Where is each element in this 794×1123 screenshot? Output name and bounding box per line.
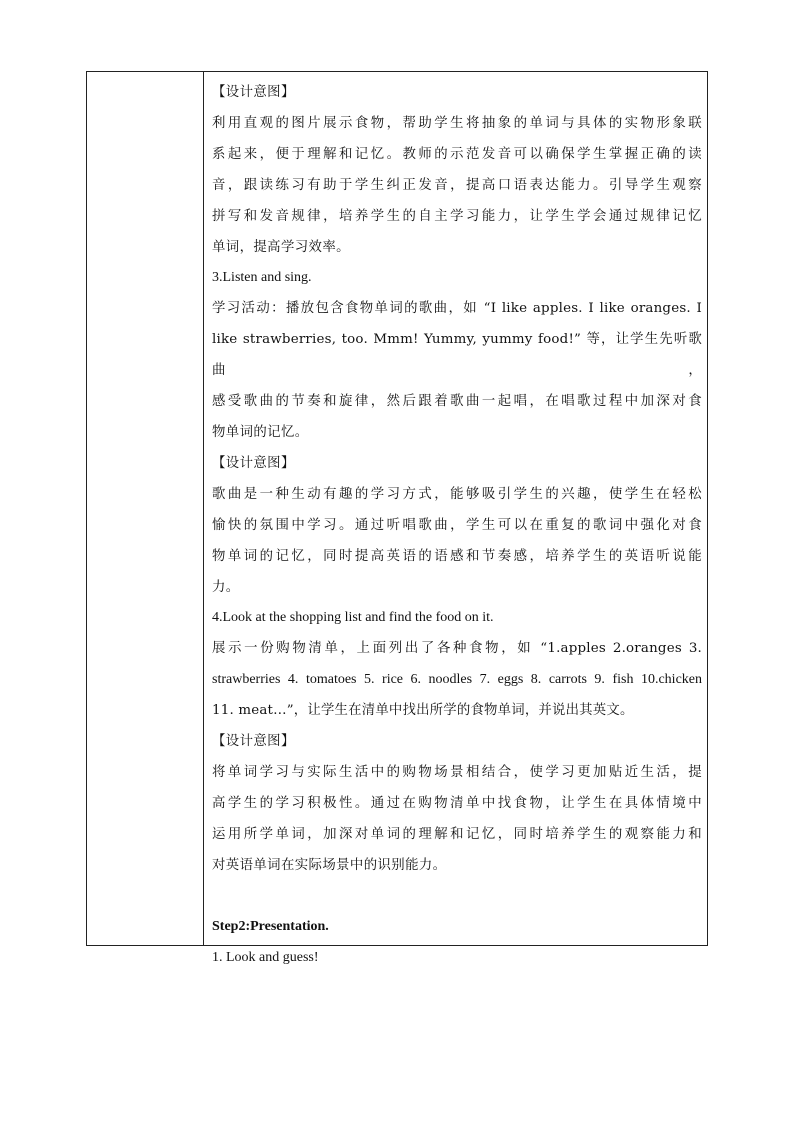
paragraph-line: 将单词学习与实际生活中的购物场景相结合，使学习更加贴近生活，提 <box>212 764 702 780</box>
design-intent-heading: 【设计意图】 <box>212 455 295 471</box>
paragraph-line: 运用所学单词，加深对单词的理解和记忆，同时培养学生的观察能力和 <box>212 826 702 842</box>
step-heading: Step2:Presentation. <box>212 919 329 935</box>
paragraph-line: strawberries 4. tomatoes 5. rice 6. noodles 7. eggs 8. carrots 9. fish 10.chicken <box>212 672 702 688</box>
paragraph-line: 愉快的氛围中学习。通过听唱歌曲，学生可以在重复的歌词中强化对食 <box>212 517 702 533</box>
paragraph-line: like strawberries, too. Mmm! Yummy, yummy food!” 等，让学生先听歌曲， <box>212 332 702 379</box>
paragraph-line: 物单词的记忆。 <box>212 424 309 440</box>
table-left-cell <box>87 72 204 945</box>
paragraph-line: 感受歌曲的节奏和旋律，然后跟着歌曲一起唱，在唱歌过程中加深对食 <box>212 394 702 410</box>
paragraph-line: 高学生的学习积极性。通过在购物清单中找食物，让学生在具体情境中 <box>212 795 702 811</box>
activity-title: 4.Look at the shopping list and find the food on it. <box>212 610 494 626</box>
paragraph-line: 单词，提高学习效率。 <box>212 239 350 255</box>
paragraph-line: 音，跟读练习有助于学生纠正发音，提高口语表达能力。引导学生观察 <box>212 177 702 193</box>
paragraph-line: 拼写和发音规律，培养学生的自主学习能力，让学生学会通过规律记忆 <box>212 208 702 224</box>
paragraph-line: 物单词的记忆，同时提高英语的语感和节奏感，培养学生的英语听说能 <box>212 548 702 564</box>
paragraph-line: 对英语单词在实际场景中的识别能力。 <box>212 857 447 873</box>
paragraph-line: 11. meat…”，让学生在清单中找出所学的食物单词，并说出其英文。 <box>212 703 634 719</box>
blank-line <box>212 882 703 913</box>
activity-title: 1. Look and guess! <box>212 950 319 966</box>
paragraph-line: 歌曲是一种生动有趣的学习方式，能够吸引学生的兴趣，使学生在轻松 <box>212 486 702 502</box>
paragraph-line: 利用直观的图片展示食物，帮助学生将抽象的单词与具体的实物形象联 <box>212 115 702 131</box>
design-intent-heading: 【设计意图】 <box>212 734 295 750</box>
table-content-cell <box>204 72 707 966</box>
lesson-plan-table <box>86 71 708 966</box>
activity-title: 3.Listen and sing. <box>212 270 312 286</box>
paragraph-line: 系起来，便于理解和记忆。教师的示范发音可以确保学生掌握正确的读 <box>212 146 702 162</box>
paragraph-line: 力。 <box>212 579 240 595</box>
paragraph-line: 学习活动：播放包含食物单词的歌曲，如 “I like apples. I like oranges. I <box>212 301 702 317</box>
paragraph-line: 展示一份购物清单，上面列出了各种食物，如 “1.apples 2.oranges 3. <box>212 641 702 657</box>
design-intent-heading: 【设计意图】 <box>212 85 295 100</box>
